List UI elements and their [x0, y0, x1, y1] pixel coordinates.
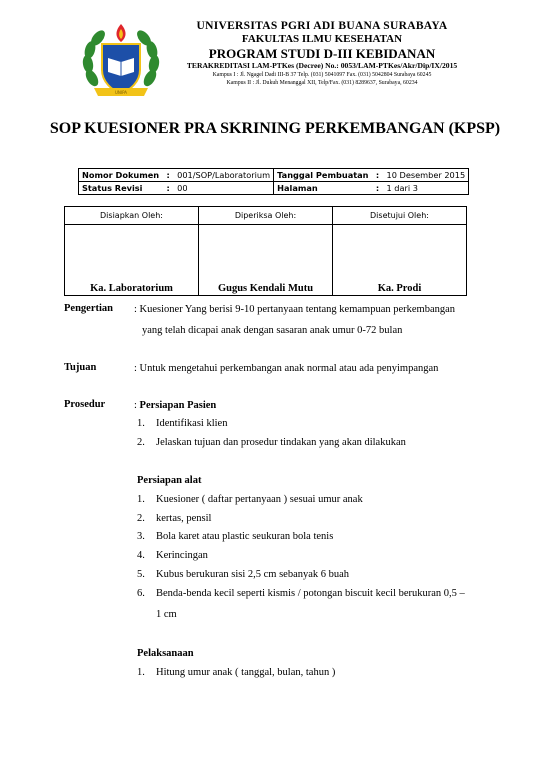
campus-1-address: Kampus I : Jl. Ngagel Dadi III-B 37 Telp. (031) 5041097 Fax. (031) 5042804 Surabaya 60245 [212, 72, 432, 78]
university-logo [78, 18, 164, 104]
prosedur-label: Prosedur [64, 399, 106, 410]
letterhead [162, 20, 482, 87]
list-item: 3. Bola karet atau plastic seukuran bola tenis [137, 531, 334, 542]
approved-by-label: Disetujui Oleh: [333, 207, 467, 225]
list-item: 4. Kerincingan [137, 550, 208, 561]
program-name: PROGRAM STUDI D-III KEBIDANAN [208, 46, 436, 61]
colon: : [372, 169, 384, 182]
list-item: 2. kertas, pensil [137, 513, 212, 524]
pengertian-text-line1: : Kuesioner Yang berisi 9-10 pertanyaan tentang kemampuan perkembangan [134, 304, 456, 315]
list-item-continuation: 1 cm [156, 609, 177, 620]
status-revisi-label: Status Revisi [79, 182, 163, 195]
list-item: 6. Benda-benda kecil seperti kismis / potongan biscuit kecil berukuran 0,5 – [137, 588, 465, 599]
accreditation: TERAKREDITASI LAM-PTKes (Decree) No.: 0053/LAM-PTKes/Akr/Dip/IX/2015 [186, 61, 458, 70]
tanggal-pembuatan-value: 10 Desember 2015 [384, 169, 469, 182]
persiapan-alat-heading: Persiapan alat [137, 475, 202, 486]
list-item: 1. Hitung umur anak ( tanggal, bulan, tahun ) [137, 667, 336, 678]
list-item: 1. Kuesioner ( daftar pertanyaan ) sesuai umur anak [137, 494, 363, 505]
checked-by-name: Gugus Kendali Mutu [199, 225, 333, 296]
halaman-label: Halaman [274, 182, 372, 195]
pengertian-label: Pengertian [64, 303, 113, 314]
svg-text:UNIPA: UNIPA [115, 90, 127, 95]
nomor-dokumen-label: Nomor Dokumen [79, 169, 163, 182]
signature-table [64, 206, 467, 296]
colon: : [162, 169, 174, 182]
colon: : [162, 182, 174, 195]
list-item: 5. Kubus berukuran sisi 2,5 cm sebanyak 6 buah [137, 569, 350, 580]
nomor-dokumen-value: 001/SOP/Laboratorium [174, 169, 274, 182]
colon: : [134, 400, 140, 411]
prepared-by-name: Ka. Laboratorium [65, 225, 199, 296]
document-title: SOP KUESIONER PRA SKRINING PERKEMBANGAN (KPSP) [49, 120, 501, 137]
persiapan-pasien-heading: Persiapan Pasien [139, 400, 217, 411]
university-name: UNIVERSITAS PGRI ADI BUANA SURABAYA [196, 20, 448, 32]
pelaksanaan-heading: Pelaksanaan [137, 648, 194, 659]
prepared-by-label: Disiapkan Oleh: [65, 207, 199, 225]
document-info-table [78, 168, 469, 195]
list-item: 2. Jelaskan tujuan dan prosedur tindakan yang akan dilakukan [137, 437, 406, 448]
colon: : [372, 182, 384, 195]
tujuan-label: Tujuan [64, 362, 97, 373]
pengertian-text-line2: yang telah dicapai anak dengan sasaran anak umur 0-72 bulan [142, 325, 403, 336]
halaman-value: 1 dari 3 [384, 182, 469, 195]
campus-2-address: Kampus II : Jl. Dukuh Menanggal XII, Telp/Fax. (031) 8289637, Surabaya, 60234 [226, 80, 418, 86]
status-revisi-value: 00 [174, 182, 274, 195]
faculty-name: FAKULTAS ILMU KESEHATAN [241, 33, 403, 45]
checked-by-label: Diperiksa Oleh: [199, 207, 333, 225]
list-item: 1. Identifikasi klien [137, 418, 228, 429]
approved-by-name: Ka. Prodi [333, 225, 467, 296]
tanggal-pembuatan-label: Tanggal Pembuatan [274, 169, 372, 182]
prosedur-heading [134, 399, 216, 413]
tujuan-text: : Untuk mengetahui perkembangan anak normal atau ada penyimpangan [134, 363, 439, 374]
